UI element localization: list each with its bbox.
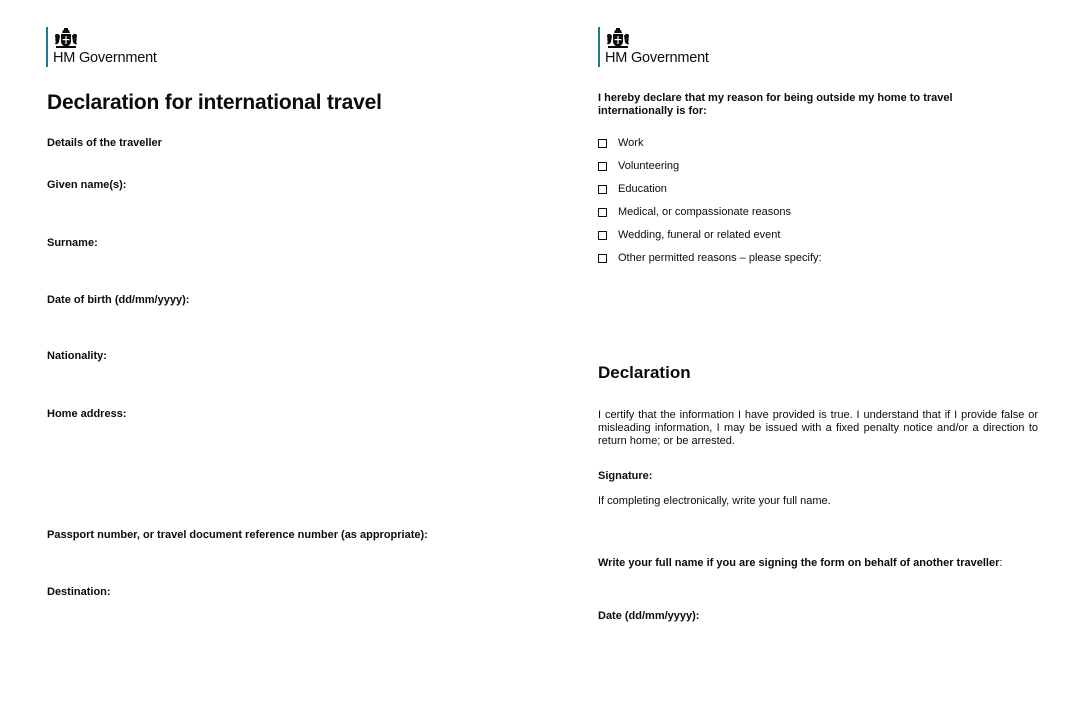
reason-option-medical[interactable]: [598, 205, 791, 219]
checkbox[interactable]: [598, 208, 607, 217]
home-address-field: [47, 408, 487, 439]
royal-coat-of-arms-icon: [605, 27, 631, 49]
reason-label: Volunteering: [618, 159, 680, 172]
date-input[interactable]: [598, 623, 1038, 641]
destination-label: Destination:: [47, 586, 111, 598]
reason-option-volunteering[interactable]: [598, 159, 679, 173]
destination-input[interactable]: [47, 599, 487, 617]
behalf-name-label: Write your full name if you are signing the form on behalf of another traveller: [598, 557, 1000, 569]
reason-label: Work: [618, 136, 644, 149]
logo-text: HM Government: [605, 50, 709, 66]
reason-label: Education: [618, 182, 667, 195]
page-title: Declaration for international travel: [47, 91, 382, 114]
given-names-input[interactable]: [47, 192, 487, 210]
reason-option-other[interactable]: [598, 251, 822, 265]
given-names-field: [47, 179, 487, 210]
nationality-field: [47, 350, 487, 381]
passport-number-label: Passport number, or travel document reference number (as appropriate):: [47, 529, 428, 541]
signature-input[interactable]: [598, 512, 1038, 530]
signature-hint: If completing electronically, write your full name.: [598, 495, 831, 507]
home-address-input[interactable]: [47, 421, 487, 439]
checkbox[interactable]: [598, 231, 607, 240]
surname-label: Surname:: [47, 237, 98, 249]
reason-option-education[interactable]: [598, 182, 667, 196]
passport-number-input[interactable]: [47, 542, 487, 560]
date-field: [598, 610, 1038, 641]
behalf-name-input[interactable]: [598, 571, 1038, 589]
reason-label: Other permitted reasons – please specify:: [618, 251, 822, 264]
reason-intro: I hereby declare that my reason for being outside my home to travel internationally is for:: [598, 92, 953, 117]
royal-coat-of-arms-icon: [53, 27, 79, 49]
nationality-input[interactable]: [47, 363, 487, 381]
checkbox[interactable]: [598, 139, 607, 148]
date-of-birth-label: Date of birth (dd/mm/yyyy):: [47, 294, 190, 306]
surname-input[interactable]: [47, 250, 487, 268]
home-address-label: Home address:: [47, 408, 127, 420]
form-page-right: [552, 0, 1080, 703]
section-heading-traveller: Details of the traveller: [47, 137, 162, 149]
reason-option-wedding-funeral[interactable]: [598, 228, 780, 242]
checkbox[interactable]: [598, 162, 607, 171]
behalf-name-colon: :: [999, 557, 1003, 569]
nationality-label: Nationality:: [47, 350, 107, 362]
hm-government-logo: [598, 27, 709, 67]
checkbox[interactable]: [598, 254, 607, 263]
passport-number-field: [47, 529, 487, 560]
given-names-label: Given name(s):: [47, 179, 127, 191]
signature-label: Signature:: [598, 470, 653, 482]
behalf-name-field: [598, 553, 1038, 589]
reason-label: Wedding, funeral or related event: [618, 228, 781, 241]
destination-field: [47, 586, 487, 617]
reason-label: Medical, or compassionate reasons: [618, 205, 792, 218]
declaration-heading: Declaration: [598, 363, 691, 382]
reason-option-work[interactable]: [598, 136, 643, 150]
date-of-birth-input[interactable]: [47, 307, 487, 325]
date-label: Date (dd/mm/yyyy):: [598, 610, 700, 622]
other-reason-input[interactable]: [618, 272, 1038, 290]
surname-field: [47, 237, 487, 268]
hm-government-logo: [46, 27, 157, 67]
date-of-birth-field: [47, 294, 487, 325]
logo-text: HM Government: [53, 50, 157, 66]
declaration-text: I certify that the information I have provided is true. I understand that if I provide false or misleading information, I may be issued with a fixed penalty notice and/or a direction to return home; or be arrested.: [598, 409, 1038, 447]
checkbox[interactable]: [598, 185, 607, 194]
